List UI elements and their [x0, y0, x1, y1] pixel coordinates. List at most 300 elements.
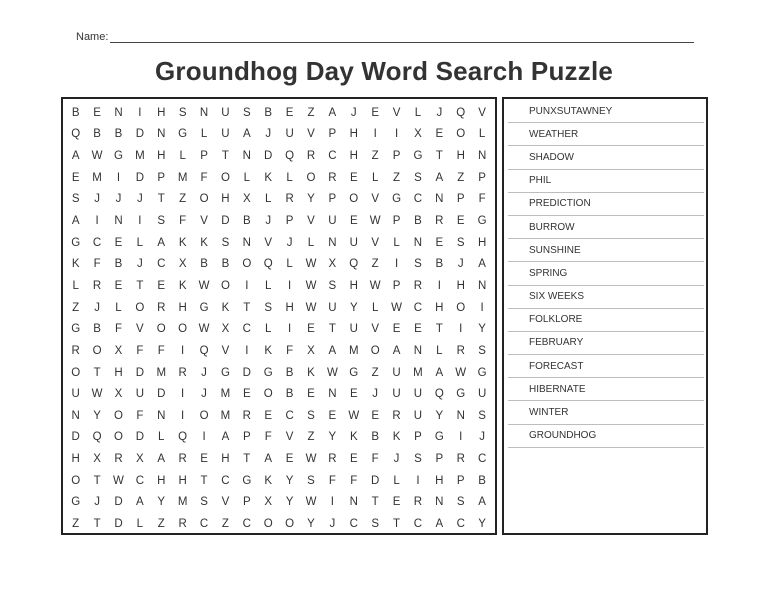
grid-letter[interactable]: X — [136, 453, 144, 466]
grid-letter[interactable]: X — [93, 453, 101, 466]
grid-letter[interactable]: W — [348, 409, 360, 422]
grid-letter[interactable]: I — [416, 474, 420, 487]
grid-letter[interactable]: S — [221, 236, 230, 249]
grid-letter[interactable]: E — [157, 279, 166, 292]
grid-letter[interactable]: T — [435, 323, 443, 336]
grid-letter[interactable]: H — [221, 453, 230, 466]
grid-letter[interactable]: L — [200, 128, 208, 141]
grid-letter[interactable]: P — [435, 453, 444, 466]
grid-letter[interactable]: F — [136, 344, 144, 357]
grid-letter[interactable]: S — [242, 106, 251, 119]
grid-letter[interactable]: C — [477, 453, 487, 466]
grid-letter[interactable]: R — [92, 279, 102, 292]
grid-letter[interactable]: A — [157, 453, 166, 466]
grid-letter[interactable]: X — [114, 388, 123, 401]
grid-letter[interactable]: E — [93, 106, 101, 119]
grid-letter[interactable]: J — [436, 106, 443, 119]
grid-letter[interactable]: Z — [157, 517, 165, 530]
grid-letter[interactable]: M — [348, 344, 359, 357]
grid-letter[interactable]: K — [392, 431, 401, 444]
grid-letter[interactable]: L — [393, 236, 400, 249]
grid-letter[interactable]: A — [435, 171, 444, 184]
grid-letter[interactable]: N — [477, 150, 487, 163]
grid-letter[interactable]: R — [242, 409, 251, 422]
grid-letter[interactable]: Y — [328, 431, 337, 444]
grid-letter[interactable]: I — [437, 279, 441, 292]
grid-letter[interactable]: A — [435, 517, 444, 530]
grid-letter[interactable]: B — [200, 258, 208, 271]
grid-letter[interactable]: J — [350, 106, 357, 119]
grid-letter[interactable]: F — [350, 474, 358, 487]
grid-letter[interactable]: H — [456, 279, 465, 292]
grid-letter[interactable]: Q — [178, 431, 188, 444]
grid-letter[interactable]: U — [328, 301, 337, 314]
grid-letter[interactable]: H — [114, 366, 123, 379]
grid-letter[interactable]: W — [391, 301, 402, 314]
grid-letter[interactable]: C — [456, 517, 465, 530]
grid-letter[interactable]: E — [456, 215, 465, 228]
grid-letter[interactable]: B — [264, 106, 273, 119]
grid-letter[interactable]: X — [221, 323, 230, 336]
grid-letter[interactable]: A — [328, 344, 337, 357]
grid-letter[interactable]: E — [371, 409, 379, 422]
grid-letter[interactable]: O — [456, 301, 466, 314]
grid-letter[interactable]: E — [71, 171, 80, 184]
grid-letter[interactable]: E — [307, 388, 315, 401]
grid-letter[interactable]: F — [200, 171, 208, 184]
grid-letter[interactable]: V — [200, 215, 208, 228]
grid-letter[interactable]: A — [328, 106, 337, 119]
grid-letter[interactable]: C — [349, 517, 358, 530]
grid-letter[interactable]: N — [242, 150, 251, 163]
grid-letter[interactable]: V — [285, 431, 294, 444]
grid-letter[interactable]: J — [136, 193, 143, 206]
grid-letter[interactable]: D — [114, 496, 123, 509]
grid-letter[interactable]: U — [221, 106, 230, 119]
grid-letter[interactable]: P — [328, 193, 337, 206]
grid-letter[interactable]: F — [179, 215, 187, 228]
grid-letter[interactable]: L — [265, 193, 272, 206]
grid-letter[interactable]: I — [181, 344, 185, 357]
grid-letter[interactable]: O — [92, 344, 102, 357]
grid-letter[interactable]: B — [435, 258, 444, 271]
grid-letter[interactable]: B — [93, 323, 101, 336]
grid-letter[interactable]: L — [414, 106, 422, 119]
grid-letter[interactable]: A — [264, 453, 273, 466]
grid-letter[interactable]: X — [242, 193, 251, 206]
grid-letter[interactable]: Z — [371, 150, 379, 163]
grid-letter[interactable]: U — [285, 128, 294, 141]
grid-letter[interactable]: D — [371, 474, 380, 487]
grid-letter[interactable]: X — [114, 344, 123, 357]
grid-letter[interactable]: X — [414, 128, 422, 141]
grid-letter[interactable]: C — [242, 517, 251, 530]
grid-letter[interactable]: O — [263, 388, 273, 401]
grid-letter[interactable]: K — [221, 301, 230, 314]
grid-letter[interactable]: R — [71, 344, 80, 357]
grid-letter[interactable]: R — [178, 366, 187, 379]
grid-letter[interactable]: N — [114, 106, 123, 119]
grid-letter[interactable]: U — [477, 388, 487, 401]
grid-letter[interactable]: B — [414, 215, 422, 228]
grid-letter[interactable]: I — [394, 258, 399, 271]
grid-letter[interactable]: E — [114, 236, 123, 249]
grid-letter[interactable]: I — [480, 301, 484, 314]
grid-letter[interactable]: Y — [157, 496, 166, 509]
grid-letter[interactable]: O — [456, 128, 466, 141]
grid-letter[interactable]: N — [199, 106, 209, 119]
grid-letter[interactable]: G — [413, 150, 423, 163]
grid-letter[interactable]: A — [157, 236, 166, 249]
grid-letter[interactable]: G — [71, 496, 81, 509]
grid-letter[interactable]: L — [136, 236, 144, 249]
grid-letter[interactable]: J — [201, 388, 207, 401]
grid-letter[interactable]: E — [349, 388, 358, 401]
grid-letter[interactable]: D — [71, 431, 80, 444]
grid-letter[interactable]: M — [156, 366, 167, 379]
grid-letter[interactable]: W — [113, 474, 124, 487]
grid-letter[interactable]: J — [372, 388, 379, 401]
grid-letter[interactable]: T — [93, 517, 101, 530]
grid-letter[interactable]: Z — [393, 171, 401, 184]
grid-letter[interactable]: D — [114, 517, 123, 530]
grid-letter[interactable]: B — [71, 106, 80, 119]
grid-letter[interactable]: P — [392, 279, 401, 292]
grid-letter[interactable]: B — [242, 215, 251, 228]
grid-letter[interactable]: N — [242, 236, 251, 249]
grid-letter[interactable]: R — [306, 150, 316, 163]
grid-letter[interactable]: J — [479, 431, 485, 444]
grid-letter[interactable]: N — [71, 409, 80, 422]
grid-letter[interactable]: T — [371, 496, 379, 509]
grid-letter[interactable]: E — [414, 323, 422, 336]
grid-letter[interactable]: S — [414, 453, 422, 466]
grid-letter[interactable]: G — [242, 474, 252, 487]
grid-letter[interactable]: C — [92, 236, 102, 249]
grid-letter[interactable]: T — [328, 323, 336, 336]
grid-letter[interactable]: Y — [307, 193, 315, 206]
grid-letter[interactable]: S — [178, 106, 187, 119]
grid-letter[interactable]: H — [221, 193, 230, 206]
grid-letter[interactable]: H — [349, 279, 358, 292]
grid-letter[interactable]: F — [114, 323, 122, 336]
grid-letter[interactable]: U — [392, 388, 401, 401]
grid-letter[interactable]: I — [181, 388, 185, 401]
grid-letter[interactable]: W — [305, 453, 317, 466]
grid-letter[interactable]: B — [114, 128, 123, 141]
grid-letter[interactable]: T — [435, 150, 443, 163]
grid-letter[interactable]: U — [349, 323, 358, 336]
grid-letter[interactable]: R — [178, 517, 187, 530]
grid-letter[interactable]: L — [136, 517, 144, 530]
grid-letter[interactable]: I — [373, 128, 377, 141]
grid-letter[interactable]: H — [157, 150, 166, 163]
grid-letter[interactable]: A — [392, 344, 401, 357]
grid-letter[interactable]: Q — [285, 150, 295, 163]
grid-letter[interactable]: F — [93, 258, 101, 271]
grid-letter[interactable]: P — [242, 431, 251, 444]
grid-letter[interactable]: Q — [349, 258, 359, 271]
grid-letter[interactable]: Z — [307, 431, 315, 444]
grid-letter[interactable]: E — [349, 171, 358, 184]
grid-letter[interactable]: G — [477, 366, 487, 379]
grid-letter[interactable]: W — [198, 279, 210, 292]
grid-letter[interactable]: V — [307, 215, 315, 228]
name-entry-line[interactable] — [110, 30, 694, 43]
grid-letter[interactable]: S — [307, 474, 315, 487]
grid-letter[interactable]: A — [71, 215, 80, 228]
grid-letter[interactable]: V — [371, 236, 379, 249]
grid-letter[interactable]: E — [200, 453, 208, 466]
grid-letter[interactable]: Z — [72, 517, 80, 530]
grid-letter[interactable]: J — [94, 301, 100, 314]
grid-letter[interactable]: F — [286, 344, 294, 357]
grid-letter[interactable]: K — [264, 344, 273, 357]
grid-letter[interactable]: H — [435, 474, 444, 487]
grid-letter[interactable]: H — [71, 453, 80, 466]
grid-letter[interactable]: U — [392, 366, 401, 379]
grid-letter[interactable]: U — [413, 388, 423, 401]
grid-letter[interactable]: W — [305, 496, 317, 509]
grid-letter[interactable]: H — [157, 106, 166, 119]
grid-letter[interactable]: I — [245, 279, 249, 292]
grid-letter[interactable]: E — [392, 496, 401, 509]
grid-letter[interactable]: H — [285, 301, 294, 314]
grid-letter[interactable]: H — [456, 150, 465, 163]
grid-letter[interactable]: M — [220, 388, 231, 401]
grid-letter[interactable]: L — [158, 431, 165, 444]
grid-letter[interactable]: O — [285, 517, 295, 530]
grid-letter[interactable]: P — [478, 171, 486, 184]
grid-letter[interactable]: Y — [349, 301, 358, 314]
grid-letter[interactable]: P — [157, 171, 166, 184]
grid-letter[interactable]: O — [114, 409, 123, 422]
grid-letter[interactable]: N — [157, 409, 166, 422]
grid-letter[interactable]: F — [371, 453, 379, 466]
grid-letter[interactable]: J — [265, 215, 272, 228]
grid-letter[interactable]: O — [71, 474, 81, 487]
grid-letter[interactable]: T — [221, 150, 229, 163]
grid-letter[interactable]: C — [199, 517, 209, 530]
grid-letter[interactable]: I — [116, 171, 121, 184]
grid-letter[interactable]: E — [392, 323, 401, 336]
grid-letter[interactable]: P — [456, 474, 465, 487]
grid-letter[interactable]: K — [264, 474, 273, 487]
grid-letter[interactable]: F — [328, 474, 336, 487]
grid-letter[interactable]: P — [414, 431, 422, 444]
grid-letter[interactable]: J — [94, 193, 100, 206]
grid-letter[interactable]: Y — [93, 409, 101, 422]
grid-letter[interactable]: I — [394, 128, 399, 141]
grid-letter[interactable]: C — [157, 258, 166, 271]
grid-letter[interactable]: N — [328, 236, 337, 249]
grid-letter[interactable]: Z — [371, 258, 379, 271]
grid-letter[interactable]: R — [413, 496, 423, 509]
grid-letter[interactable]: S — [71, 193, 80, 206]
grid-letter[interactable]: L — [243, 171, 251, 184]
grid-letter[interactable]: M — [135, 150, 145, 163]
grid-letter[interactable]: N — [477, 279, 487, 292]
grid-letter[interactable]: R — [328, 453, 337, 466]
grid-letter[interactable]: R — [435, 215, 444, 228]
grid-letter[interactable]: I — [459, 323, 463, 336]
grid-letter[interactable]: D — [221, 215, 230, 228]
grid-letter[interactable]: C — [413, 517, 423, 530]
grid-letter[interactable]: H — [349, 150, 358, 163]
grid-letter[interactable]: Y — [307, 517, 315, 530]
grid-letter[interactable]: J — [115, 193, 122, 206]
grid-letter[interactable]: L — [286, 258, 293, 271]
grid-letter[interactable]: G — [349, 366, 359, 379]
grid-letter[interactable]: N — [413, 236, 423, 249]
grid-letter[interactable]: O — [199, 409, 209, 422]
grid-letter[interactable]: A — [71, 150, 80, 163]
grid-letter[interactable]: W — [305, 279, 317, 292]
grid-letter[interactable]: V — [221, 496, 230, 509]
grid-letter[interactable]: V — [478, 106, 486, 119]
grid-letter[interactable]: S — [200, 496, 208, 509]
grid-letter[interactable]: L — [393, 474, 400, 487]
grid-letter[interactable]: M — [220, 409, 231, 422]
grid-letter[interactable]: E — [371, 106, 379, 119]
grid-letter[interactable]: B — [285, 366, 294, 379]
grid-letter[interactable]: Y — [285, 474, 294, 487]
grid-letter[interactable]: M — [413, 366, 423, 379]
grid-letter[interactable]: V — [264, 236, 273, 249]
grid-letter[interactable]: L — [265, 323, 272, 336]
grid-letter[interactable]: G — [71, 323, 81, 336]
grid-letter[interactable]: U — [221, 128, 230, 141]
grid-letter[interactable]: C — [221, 474, 230, 487]
grid-letter[interactable]: W — [91, 388, 103, 401]
grid-letter[interactable]: P — [285, 215, 294, 228]
grid-letter[interactable]: H — [477, 236, 487, 249]
grid-letter[interactable]: J — [265, 128, 272, 141]
grid-letter[interactable]: I — [288, 323, 292, 336]
grid-letter[interactable]: G — [392, 193, 402, 206]
grid-letter[interactable]: L — [436, 344, 443, 357]
grid-letter[interactable]: G — [178, 128, 188, 141]
grid-letter[interactable]: L — [72, 279, 79, 292]
grid-letter[interactable]: E — [349, 215, 358, 228]
grid-letter[interactable]: D — [135, 171, 145, 184]
grid-letter[interactable]: Y — [285, 496, 294, 509]
grid-letter[interactable]: S — [414, 171, 422, 184]
grid-letter[interactable]: A — [435, 366, 444, 379]
grid-letter[interactable]: J — [393, 453, 400, 466]
grid-letter[interactable]: K — [349, 431, 358, 444]
grid-letter[interactable]: T — [136, 279, 144, 292]
grid-letter[interactable]: I — [245, 344, 249, 357]
grid-letter[interactable]: F — [264, 431, 272, 444]
grid-letter[interactable]: I — [138, 215, 142, 228]
grid-letter[interactable]: G — [434, 431, 444, 444]
grid-letter[interactable]: O — [306, 171, 316, 184]
grid-letter[interactable]: U — [71, 388, 80, 401]
grid-letter[interactable]: I — [181, 409, 185, 422]
grid-letter[interactable]: B — [371, 431, 379, 444]
grid-letter[interactable]: W — [305, 258, 317, 271]
grid-letter[interactable]: E — [242, 388, 251, 401]
grid-letter[interactable]: U — [135, 388, 145, 401]
grid-letter[interactable]: N — [456, 409, 465, 422]
grid-letter[interactable]: C — [242, 323, 251, 336]
grid-letter[interactable]: Q — [92, 431, 102, 444]
grid-letter[interactable]: T — [93, 366, 101, 379]
grid-letter[interactable]: S — [307, 409, 315, 422]
grid-letter[interactable]: M — [177, 496, 188, 509]
grid-letter[interactable]: P — [200, 150, 208, 163]
grid-letter[interactable]: I — [330, 496, 334, 509]
grid-letter[interactable]: S — [478, 409, 486, 422]
grid-letter[interactable]: W — [369, 215, 381, 228]
grid-letter[interactable]: S — [456, 496, 465, 509]
grid-letter[interactable]: S — [371, 517, 379, 530]
grid-letter[interactable]: S — [264, 301, 273, 314]
grid-letter[interactable]: V — [392, 106, 401, 119]
grid-letter[interactable]: C — [413, 193, 423, 206]
grid-letter[interactable]: O — [220, 279, 230, 292]
grid-letter[interactable]: V — [371, 323, 379, 336]
grid-letter[interactable]: T — [393, 517, 401, 530]
grid-letter[interactable]: U — [328, 215, 337, 228]
grid-letter[interactable]: O — [71, 366, 81, 379]
grid-letter[interactable]: Q — [434, 388, 444, 401]
grid-letter[interactable]: B — [221, 258, 230, 271]
grid-letter[interactable]: C — [285, 409, 294, 422]
grid-letter[interactable]: Z — [72, 301, 80, 314]
grid-letter[interactable]: V — [307, 128, 315, 141]
grid-letter[interactable]: T — [243, 453, 251, 466]
grid-letter[interactable]: C — [413, 301, 423, 314]
grid-letter[interactable]: Q — [199, 344, 209, 357]
grid-letter[interactable]: L — [371, 171, 379, 184]
grid-letter[interactable]: O — [349, 193, 359, 206]
grid-letter[interactable]: J — [136, 258, 143, 271]
grid-letter[interactable]: S — [478, 344, 486, 357]
grid-letter[interactable]: M — [92, 171, 102, 184]
grid-letter[interactable]: K — [71, 258, 80, 271]
grid-letter[interactable]: R — [456, 453, 465, 466]
grid-letter[interactable]: E — [264, 409, 273, 422]
grid-letter[interactable]: T — [200, 474, 208, 487]
grid-letter[interactable]: J — [286, 236, 293, 249]
grid-letter[interactable]: L — [478, 128, 486, 141]
grid-letter[interactable]: W — [326, 366, 338, 379]
grid-letter[interactable]: J — [329, 517, 336, 530]
grid-letter[interactable]: L — [265, 279, 272, 292]
grid-letter[interactable]: V — [371, 193, 379, 206]
grid-letter[interactable]: S — [157, 215, 166, 228]
grid-letter[interactable]: R — [392, 409, 401, 422]
grid-letter[interactable]: H — [435, 301, 444, 314]
grid-letter[interactable]: D — [242, 366, 251, 379]
grid-letter[interactable]: Z — [179, 193, 187, 206]
grid-letter[interactable]: E — [328, 409, 337, 422]
grid-letter[interactable]: W — [198, 323, 210, 336]
grid-letter[interactable]: Q — [456, 106, 466, 119]
grid-letter[interactable]: X — [178, 258, 187, 271]
grid-letter[interactable]: K — [178, 236, 187, 249]
grid-letter[interactable]: T — [243, 301, 251, 314]
grid-letter[interactable]: E — [435, 236, 444, 249]
grid-letter[interactable]: R — [285, 193, 294, 206]
grid-letter[interactable]: D — [135, 366, 145, 379]
grid-letter[interactable]: M — [177, 171, 188, 184]
grid-letter[interactable]: L — [179, 150, 186, 163]
grid-letter[interactable]: B — [285, 388, 294, 401]
grid-letter[interactable]: H — [178, 301, 187, 314]
